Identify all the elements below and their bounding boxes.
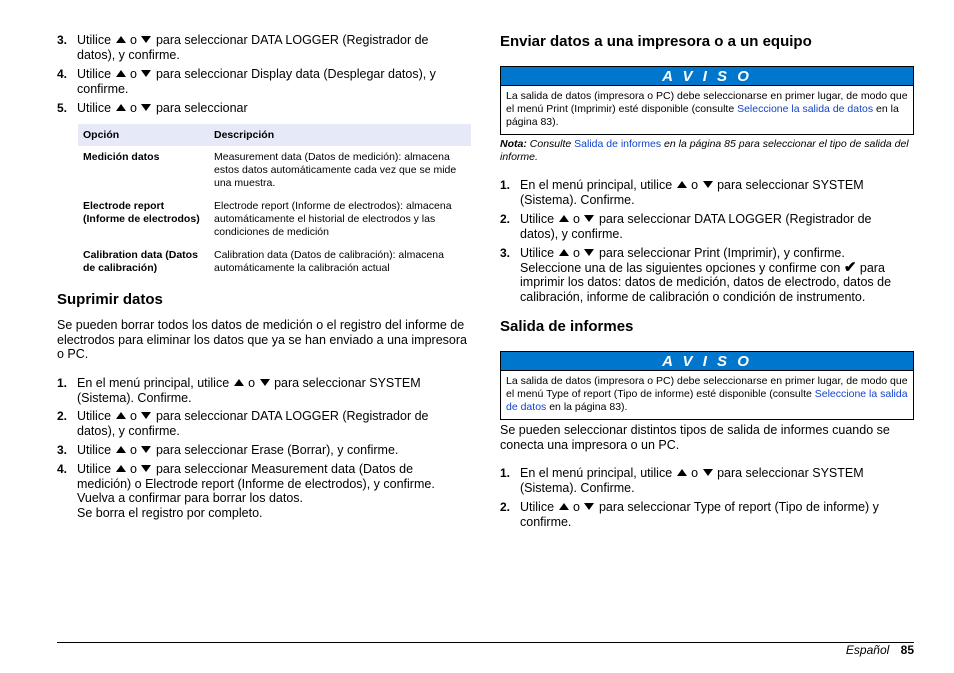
step-number: 2. — [500, 212, 511, 226]
step-text: En el menú principal, utilice — [520, 466, 673, 480]
column-header-option: Opción — [78, 124, 209, 146]
option-cell: Medición datos — [83, 151, 160, 163]
step-text: o — [248, 376, 256, 390]
step-number: 4. — [57, 67, 68, 81]
step-text: para seleccionar — [155, 101, 248, 115]
suprimir-intro: Se pueden borrar todos los datos de medición o el registro del informe de electrodos para eliminar los datos que ya se han enviado a una impresora o PC. — [57, 318, 467, 361]
step-text: o — [130, 443, 137, 457]
arrow-down-icon — [141, 36, 151, 43]
aviso-body — [501, 371, 913, 419]
step-text: o — [130, 409, 137, 423]
aviso-body — [501, 86, 913, 134]
step-text: o — [130, 33, 137, 47]
description-cell: Measurement data (Datos de medición): almacena estos datos automáticamente cada vez que se mide una muestra. — [214, 151, 457, 189]
step-result-text: Se borra el registro por completo. — [77, 505, 263, 520]
aviso-text: en la página 83). — [549, 401, 628, 413]
arrow-up-icon — [116, 36, 126, 43]
aviso-box-salida — [500, 351, 914, 420]
arrow-down-icon — [141, 412, 151, 419]
suprimir-step-3 — [57, 443, 457, 458]
checkmark-icon: ✔ — [843, 258, 857, 276]
step-text: o — [691, 178, 699, 192]
aviso-header: A V I S O — [501, 67, 913, 86]
arrow-down-icon — [141, 446, 151, 453]
step-text: Utilice — [77, 33, 112, 47]
table-row — [78, 146, 471, 195]
step-5-select-option — [57, 101, 457, 116]
step-number: 5. — [57, 101, 68, 115]
table-header-row — [78, 124, 471, 146]
step-text: o — [691, 466, 699, 480]
option-cell: Calibration data (Datos de calibración) — [83, 249, 198, 274]
step-text: para seleccionar SYSTEM (Sistema). Confirme. — [520, 466, 864, 495]
link-seleccione-salida[interactable]: Seleccione la salida de datos — [506, 388, 908, 413]
step-number: 1. — [57, 376, 68, 390]
arrow-up-icon — [677, 469, 687, 476]
aviso-header: A V I S O — [501, 352, 913, 371]
step-text: Utilice — [520, 212, 555, 226]
step-number: 1. — [500, 466, 511, 480]
step-text: Utilice — [77, 67, 112, 81]
step-number: 2. — [500, 500, 511, 514]
note-label: Nota: — [500, 138, 527, 150]
step-number: 1. — [500, 178, 511, 192]
step-text: para seleccionar Measurement data (Datos de medición) o Electrode report (Informe de electrodos), y confirme. Vuelva a confirmar para borrar los datos. — [77, 462, 435, 505]
step-text: En el menú principal, utilice — [520, 178, 673, 192]
step-text: Utilice — [77, 409, 112, 423]
arrow-down-icon — [584, 215, 594, 222]
note-text: Consulte — [529, 138, 572, 150]
options-table — [78, 124, 471, 280]
step-text: para seleccionar DATA LOGGER (Registrador de datos), y confirme. — [77, 409, 429, 438]
arrow-down-icon — [703, 469, 713, 476]
section-title-suprimir: Suprimir datos — [57, 291, 163, 308]
salida-step-1 — [500, 466, 910, 495]
arrow-down-icon — [141, 104, 151, 111]
page-footer — [846, 643, 914, 657]
arrow-up-icon — [116, 446, 126, 453]
step-3-select-data-logger — [57, 33, 457, 62]
description-cell: Calibration data (Datos de calibración): almacena automáticamente la calibración actual — [214, 249, 444, 274]
arrow-up-icon — [234, 379, 244, 386]
link-seleccione-salida[interactable]: Seleccione la salida de datos — [737, 103, 874, 115]
arrow-up-icon — [116, 104, 126, 111]
note-text: en la página 85 para seleccionar el tipo de salida del informe. — [500, 138, 909, 163]
link-salida-de-informes[interactable]: Salida de informes — [574, 138, 662, 150]
step-number: 4. — [57, 462, 68, 476]
step-text: o — [573, 212, 580, 226]
step-number: 3. — [57, 33, 68, 47]
enviar-step-3 — [500, 246, 910, 304]
footer-language: Español — [845, 643, 890, 657]
arrow-down-icon — [584, 249, 594, 256]
step-text: o — [573, 500, 580, 514]
arrow-down-icon — [584, 503, 594, 510]
arrow-up-icon — [559, 249, 569, 256]
arrow-down-icon — [141, 70, 151, 77]
step-text: para seleccionar DATA LOGGER (Registrador de datos), y confirme. — [520, 212, 872, 241]
step-text: Utilice — [77, 443, 112, 457]
step-text: o — [130, 67, 137, 81]
suprimir-step-4 — [57, 462, 457, 520]
step-text: para seleccionar Print (Imprimir), y confirme. — [598, 246, 845, 260]
enviar-step-2 — [500, 212, 910, 241]
step-text: Utilice — [77, 462, 112, 476]
step-text: para seleccionar Type of report (Tipo de informe) y confirme. — [520, 500, 879, 529]
step-4-display-data — [57, 67, 457, 96]
step-text: para seleccionar Display data (Desplegar datos), y confirme. — [77, 67, 436, 96]
arrow-up-icon — [559, 503, 569, 510]
step-number: 3. — [57, 443, 68, 457]
suprimir-step-1 — [57, 376, 457, 405]
step-text: para seleccionar DATA LOGGER (Registrador de datos), y confirme. — [77, 33, 429, 62]
step-text: para imprimir los datos: datos de medición, datos de electrodo, datos de calibración, informe de calibración o condición de instrumento. — [520, 260, 892, 304]
step-number: 3. — [500, 246, 511, 260]
step-text: para seleccionar Erase (Borrar), y confirme. — [155, 443, 399, 457]
section-title-enviar: Enviar datos a una impresora o a un equipo — [500, 33, 812, 50]
arrow-up-icon — [116, 412, 126, 419]
salida-step-2 — [500, 500, 910, 529]
salida-intro: Se pueden seleccionar distintos tipos de salida de informes cuando se conecta una impresora o un PC. — [500, 423, 890, 452]
column-header-description: Descripción — [209, 124, 471, 146]
step-text: o — [130, 101, 137, 115]
arrow-down-icon — [141, 465, 151, 472]
step-text: Utilice — [77, 101, 112, 115]
step-text: para seleccionar SYSTEM (Sistema). Confirme. — [520, 178, 864, 207]
step-text: En el menú principal, utilice — [77, 376, 230, 390]
step-text: o — [573, 246, 580, 260]
section-title-salida: Salida de informes — [500, 318, 634, 335]
enviar-step-1 — [500, 178, 910, 207]
table-row — [78, 244, 471, 280]
aviso-text: en la página 83). — [506, 103, 899, 128]
table-row — [78, 195, 471, 244]
step-text: o — [130, 462, 137, 476]
step-text: Seleccione una de las siguientes opciones y confirme con — [520, 260, 841, 275]
note-consulte — [500, 138, 914, 164]
arrow-up-icon — [559, 215, 569, 222]
arrow-up-icon — [116, 465, 126, 472]
arrow-down-icon — [703, 181, 713, 188]
step-number: 2. — [57, 409, 68, 423]
arrow-up-icon — [677, 181, 687, 188]
aviso-text: La salida de datos (impresora o PC) debe seleccionarse en primer lugar, de modo que el menú Print (Imprimir) esté disponible (consulte — [506, 90, 908, 115]
step-text: para seleccionar SYSTEM (Sistema). Confirme. — [77, 376, 421, 405]
step-text: Utilice — [520, 246, 555, 260]
suprimir-step-2 — [57, 409, 457, 438]
aviso-box-enviar — [500, 66, 914, 135]
description-cell: Electrode report (Informe de electrodos): almacena automáticamente el historial de electrodos y las condiciones de medición — [214, 200, 452, 238]
arrow-down-icon — [260, 379, 270, 386]
footer-divider — [57, 642, 914, 643]
step-text: Utilice — [520, 500, 555, 514]
aviso-text: La salida de datos (impresora o PC) debe seleccionarse en primer lugar, de modo que el menú Type of report (Tipo de informe) esté disponible (consulte — [506, 375, 908, 400]
option-cell: Electrode report (Informe de electrodos) — [83, 200, 200, 225]
page-number: 85 — [900, 643, 914, 657]
arrow-up-icon — [116, 70, 126, 77]
